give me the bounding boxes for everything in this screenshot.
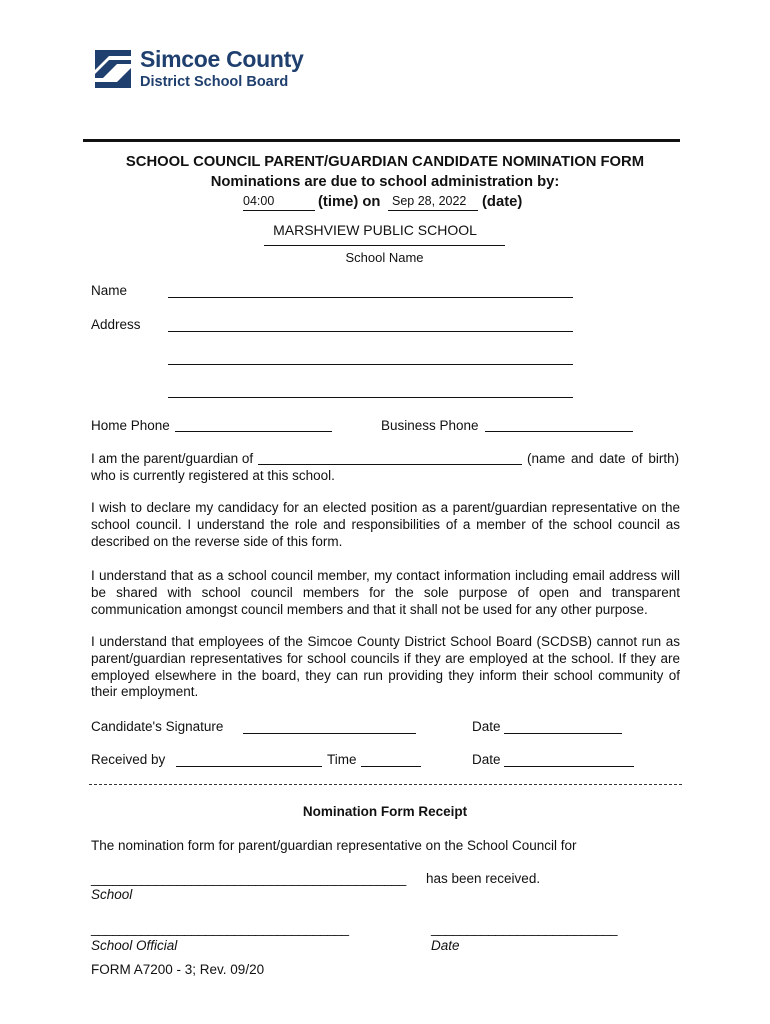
date-label: (date) bbox=[482, 194, 523, 210]
parent-of-suffix: (name and date of birth) bbox=[527, 451, 680, 466]
signature-date-field[interactable] bbox=[504, 733, 622, 734]
name-label: Name bbox=[91, 283, 128, 298]
received-by-field[interactable] bbox=[176, 766, 322, 767]
address-label: Address bbox=[91, 317, 141, 332]
time-received-field[interactable] bbox=[361, 766, 421, 767]
school-name-underline bbox=[264, 245, 505, 246]
school-official-label: School Official bbox=[91, 938, 178, 953]
school-board-logo-icon bbox=[95, 50, 131, 88]
business-phone-label: Business Phone bbox=[381, 418, 479, 433]
school-name-input[interactable]: MARSHVIEW PUBLIC SCHOOL bbox=[273, 222, 477, 238]
address-field-line-2[interactable] bbox=[168, 364, 573, 365]
receipt-title: Nomination Form Receipt bbox=[302, 804, 468, 819]
header-rule bbox=[83, 139, 680, 142]
paragraph-candidacy: I wish to declare my candidacy for an elected position as a parent/guardian representative on the school council. I understand the role and responsibilities of a member of the school council as described on the reverse side of this form. bbox=[91, 500, 680, 549]
received-date-label: Date bbox=[472, 752, 501, 767]
date-input[interactable]: Sep 28, 2022 bbox=[392, 194, 467, 208]
receipt-date-label: Date bbox=[431, 938, 460, 953]
school-official-blank[interactable]: ____________________________________ bbox=[91, 921, 349, 936]
received-date-field[interactable] bbox=[504, 766, 634, 767]
receipt-has-been-received: has been received. bbox=[426, 871, 541, 886]
time-underline bbox=[243, 210, 315, 211]
home-phone-label: Home Phone bbox=[91, 418, 170, 433]
paragraph-contact-info: I understand that as a school council member, my contact information including email address will be shared with school council members for the sole purpose of open and transparent communication amongst council members and that it shall not be used for any other purpose. bbox=[91, 568, 680, 617]
time-input[interactable]: 04:00 bbox=[243, 194, 275, 208]
candidate-signature-field[interactable] bbox=[243, 733, 416, 734]
address-field-line-3[interactable] bbox=[168, 397, 573, 398]
due-line: Nominations are due to school administration by: bbox=[210, 174, 560, 190]
form-title: SCHOOL COUNCIL PARENT/GUARDIAN CANDIDATE NOMINATION FORM bbox=[125, 154, 645, 170]
receipt-school-label: School bbox=[91, 887, 133, 902]
form-id: FORM A7200 - 3; Rev. 09/20 bbox=[91, 962, 265, 977]
logo-line-1: Simcoe County bbox=[140, 46, 304, 72]
receipt-body: The nomination form for parent/guardian representative on the School Council for bbox=[91, 838, 577, 853]
business-phone-field[interactable] bbox=[485, 431, 633, 432]
cut-line-divider bbox=[89, 784, 682, 785]
candidate-signature-label: Candidate's Signature bbox=[91, 719, 224, 734]
address-field-line-1[interactable] bbox=[168, 331, 573, 332]
signature-date-label: Date bbox=[472, 719, 501, 734]
receipt-school-blank[interactable]: ____________________________________________ bbox=[91, 871, 406, 886]
home-phone-field[interactable] bbox=[175, 431, 332, 432]
name-field[interactable] bbox=[168, 297, 573, 298]
date-underline bbox=[388, 210, 478, 211]
time-received-label: Time bbox=[327, 752, 357, 767]
child-name-field[interactable] bbox=[258, 464, 522, 465]
time-label: (time) on bbox=[318, 194, 381, 210]
parent-of-prefix: I am the parent/guardian of bbox=[91, 451, 254, 466]
school-name-label: School Name bbox=[345, 250, 424, 265]
paragraph-employees: I understand that employees of the Simcoe County District School Board (SCDSB) cannot run as parent/guardian representatives for school councils if they are employed at the school. If they are employed elsewhere in the board, they can run providing they inform their school community of their employment. bbox=[91, 634, 680, 700]
receipt-date-blank[interactable]: __________________________ bbox=[431, 921, 618, 936]
received-by-label: Received by bbox=[91, 752, 166, 767]
registered-line: who is currently registered at this school. bbox=[91, 468, 335, 483]
logo-line-2: District School Board bbox=[140, 74, 289, 90]
